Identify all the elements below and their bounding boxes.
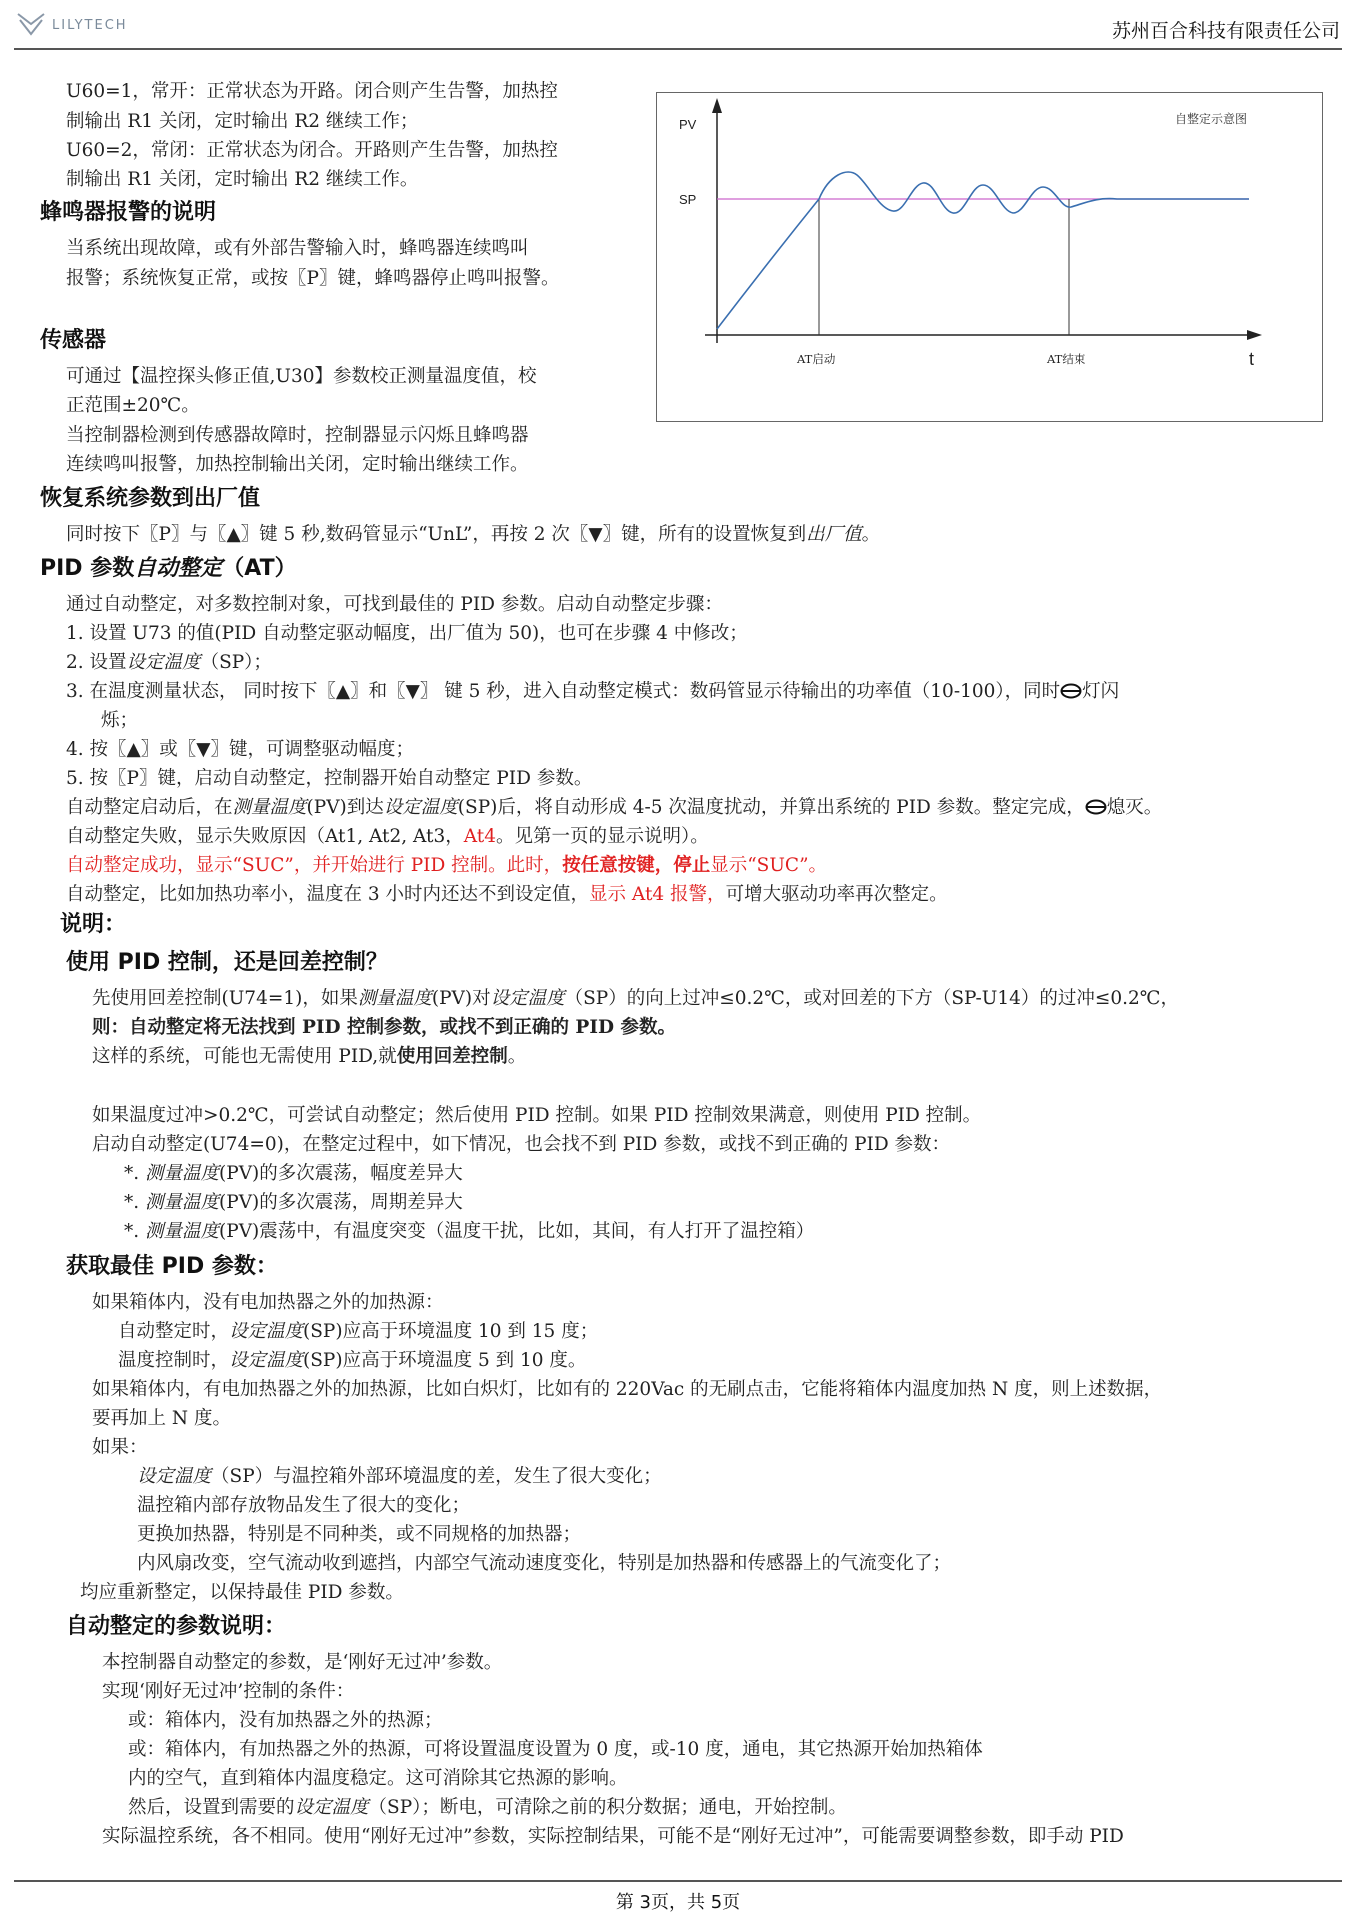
lily-logo-icon xyxy=(14,10,48,40)
at-step-2: 2. 设置设定温度（SP）； xyxy=(66,652,272,673)
at-para-2: 自动整定失败，显示失败原因（At1, At2, At3，At4。见第一页的显示说明）。 xyxy=(66,826,709,847)
restore-heading: 恢复系统参数到出厂值 xyxy=(40,486,261,511)
best-line-7: 设定温度（SP）与温控箱外部环境温度的差，发生了很大变化； xyxy=(137,1466,662,1487)
intro-line-2: 制输出 R1 关闭，定时输出 R2 继续工作； xyxy=(66,111,419,132)
best-line-9: 更换加热器，特别是不同种类，或不同规格的加热器； xyxy=(137,1524,582,1545)
at-para-4: 自动整定，比如加热功率小，温度在 3 小时内还达不到设定值，显示 At4 报警，可增大驱动功率再次整定。 xyxy=(66,884,948,905)
x-axis-arrow-icon xyxy=(1247,330,1262,340)
t-label: t xyxy=(1249,349,1255,369)
best-heading: 获取最佳 PID 参数： xyxy=(66,1254,278,1279)
intro-line-3: U60=2，常闭：正常状态为闭合。开路则产生告警，加热控 xyxy=(66,140,558,161)
params-line-6: 然后，设置到需要的设定温度（SP）；断电，可清除之前的积分数据；通电，开始控制。 xyxy=(128,1797,847,1818)
at-heading: PID 参数自动整定（AT） xyxy=(40,556,297,581)
buzzer-heading: 蜂鸣器报警的说明 xyxy=(40,200,217,225)
at-step-3-cont: 烁； xyxy=(101,710,139,731)
indicator-lamp-icon xyxy=(1060,683,1082,699)
sensor-line-4: 连续鸣叫报警，加热控制输出关闭，定时输出继续工作。 xyxy=(66,454,529,475)
company-name: 苏州百合科技有限责任公司 xyxy=(1111,20,1340,42)
footer-divider xyxy=(14,1880,1342,1882)
note-line-4: 如果温度过冲>0.2℃，可尝试自动整定；然后使用 PID 控制。如果 PID 控制效果满意，则使用 PID 控制。 xyxy=(92,1105,982,1126)
page-number: 第 3页，共 5页 xyxy=(615,1892,741,1913)
logo xyxy=(14,10,128,40)
note-line-5: 启动自动整定(U74=0)，在整定过程中，如下情况，也会找不到 PID 参数，或找不到正确的 PID 参数： xyxy=(92,1134,951,1155)
at-end-label: AT结束 xyxy=(1047,352,1086,366)
intro-line-4: 制输出 R1 关闭，定时输出 R2 继续工作。 xyxy=(66,169,419,190)
at-intro: 通过自动整定，对多数控制对象，可找到最佳的 PID 参数。启动自动整定步骤： xyxy=(66,594,723,615)
y-axis-arrow-icon xyxy=(712,98,722,113)
note-line-3: 这样的系统，可能也无需使用 PID,就使用回差控制。 xyxy=(92,1046,527,1067)
sensor-line-3: 当控制器检测到传感器故障时，控制器显示闪烁且蜂鸣器 xyxy=(66,425,529,446)
at-step-5: 5. 按〖P〗键，启动自动整定，控制器开始自动整定 PID 参数。 xyxy=(66,768,593,789)
best-line-10: 内风扇改变，空气流动收到遮挡，内部空气流动速度变化，特别是加热器和传感器上的气流变化了； xyxy=(137,1553,952,1574)
at-start-label: AT启动 xyxy=(797,352,836,366)
restore-line: 同时按下〖P〗与〖▲〗键 5 秒,数码管显示“UnL”，再按 2 次〖▼〗键，所有的设置恢复到出厂值。 xyxy=(66,524,881,545)
buzzer-line-2: 报警；系统恢复正常，或按〖P〗键，蜂鸣器停止鸣叫报警。 xyxy=(66,268,560,289)
sensor-heading: 传感器 xyxy=(40,328,107,353)
note-subheading: 使用 PID 控制，还是回差控制？ xyxy=(66,950,388,975)
best-line-6: 如果： xyxy=(92,1437,148,1458)
best-line-11: 均应重新整定，以保持最佳 PID 参数。 xyxy=(80,1582,404,1603)
pv-curve xyxy=(717,172,1249,329)
best-line-1: 如果箱体内，没有电加热器之外的加热源： xyxy=(92,1292,444,1313)
note-bullet-1: *. 测量温度(PV)的多次震荡，幅度差异大 xyxy=(124,1163,463,1184)
logo-text: LILYTECH xyxy=(52,17,128,33)
sensor-line-1: 可通过【温控探头修正值,U30】参数校正测量温度值，校 xyxy=(66,366,537,387)
params-line-5: 内的空气，直到箱体内温度稳定。这可消除其它热源的影响。 xyxy=(128,1768,628,1789)
params-line-7: 实际温控系统，各不相同。使用“刚好无过冲”参数，实际控制结果，可能不是“刚好无过冲”，可能需要调整参数，即手动 PID xyxy=(102,1826,1124,1847)
autotune-diagram-svg xyxy=(657,93,1322,421)
params-line-3: 或：箱体内，没有加热器之外的热源； xyxy=(128,1710,443,1731)
indicator-lamp-icon xyxy=(1085,799,1107,815)
autotune-diagram xyxy=(656,92,1323,422)
at-para-1: 自动整定启动后，在测量温度(PV)到达设定温度(SP)后，将自动形成 4-5 次温度扰动，并算出系统的 PID 参数。整定完成， 熄灭。 xyxy=(66,797,1163,818)
buzzer-line-1: 当系统出现故障，或有外部告警输入时，蜂鸣器连续鸣叫 xyxy=(66,238,529,259)
at-para-3: 自动整定成功，显示“SUC”，并开始进行 PID 控制。此时，按任意按键，停止显示“SUC”。 xyxy=(66,855,828,876)
note-line-2: 则：自动整定将无法找到 PID 控制参数，或找不到正确的 PID 参数。 xyxy=(92,1017,676,1038)
best-line-3: 温度控制时，设定温度(SP)应高于环境温度 5 到 10 度。 xyxy=(118,1350,587,1371)
pv-label: PV xyxy=(679,117,697,132)
note-heading: 说明： xyxy=(60,912,127,937)
best-line-5: 要再加上 N 度。 xyxy=(92,1408,231,1429)
params-line-1: 本控制器自动整定的参数，是‘刚好无过冲’参数。 xyxy=(102,1652,503,1673)
sensor-line-2: 正范围±20℃。 xyxy=(66,395,200,416)
best-line-4: 如果箱体内，有电加热器之外的加热源，比如白炽灯，比如有的 220Vac 的无刷点击，它能将箱体内温度加热 N 度，则上述数据， xyxy=(92,1379,1163,1400)
page-header xyxy=(14,8,1342,50)
at-step-4: 4. 按〖▲〗或〖▼〗键，可调整驱动幅度； xyxy=(66,739,414,760)
intro-line-1: U60=1，常开：正常状态为开路。闭合则产生告警，加热控 xyxy=(66,81,558,102)
note-bullet-3: *. 测量温度(PV)震荡中，有温度突变（温度干扰，比如，其间，有人打开了温控箱） xyxy=(124,1221,815,1242)
at-step-1: 1. 设置 U73 的值(PID 自动整定驱动幅度，出厂值为 50)，也可在步骤 4 中修改； xyxy=(66,623,748,644)
params-heading: 自动整定的参数说明： xyxy=(66,1614,287,1639)
figure-title: 自整定示意图 xyxy=(1175,112,1248,126)
params-line-4: 或：箱体内，有加热器之外的热源，可将设置温度设置为 0 度，或-10 度，通电，其它热源开始加热箱体 xyxy=(128,1739,983,1760)
note-line-1: 先使用回差控制(U74=1)，如果测量温度(PV)对设定温度（SP）的向上过冲≤0.2℃，或对回差的下方（SP-U14）的过冲≤0.2℃， xyxy=(92,988,1179,1009)
at-step-3: 3. 在温度测量状态， 同时按下〖▲〗和〖▼〗 键 5 秒，进入自动整定模式：数码管显示待输出的功率值（10-100），同时 灯闪 xyxy=(66,681,1120,702)
best-line-2: 自动整定时，设定温度(SP)应高于环境温度 10 到 15 度； xyxy=(118,1321,599,1342)
best-line-8: 温控箱内部存放物品发生了很大的变化； xyxy=(137,1495,471,1516)
note-bullet-2: *. 测量温度(PV)的多次震荡，周期差异大 xyxy=(124,1192,463,1213)
params-line-2: 实现‘刚好无过冲’控制的条件： xyxy=(102,1681,355,1702)
sp-label: SP xyxy=(679,192,697,207)
